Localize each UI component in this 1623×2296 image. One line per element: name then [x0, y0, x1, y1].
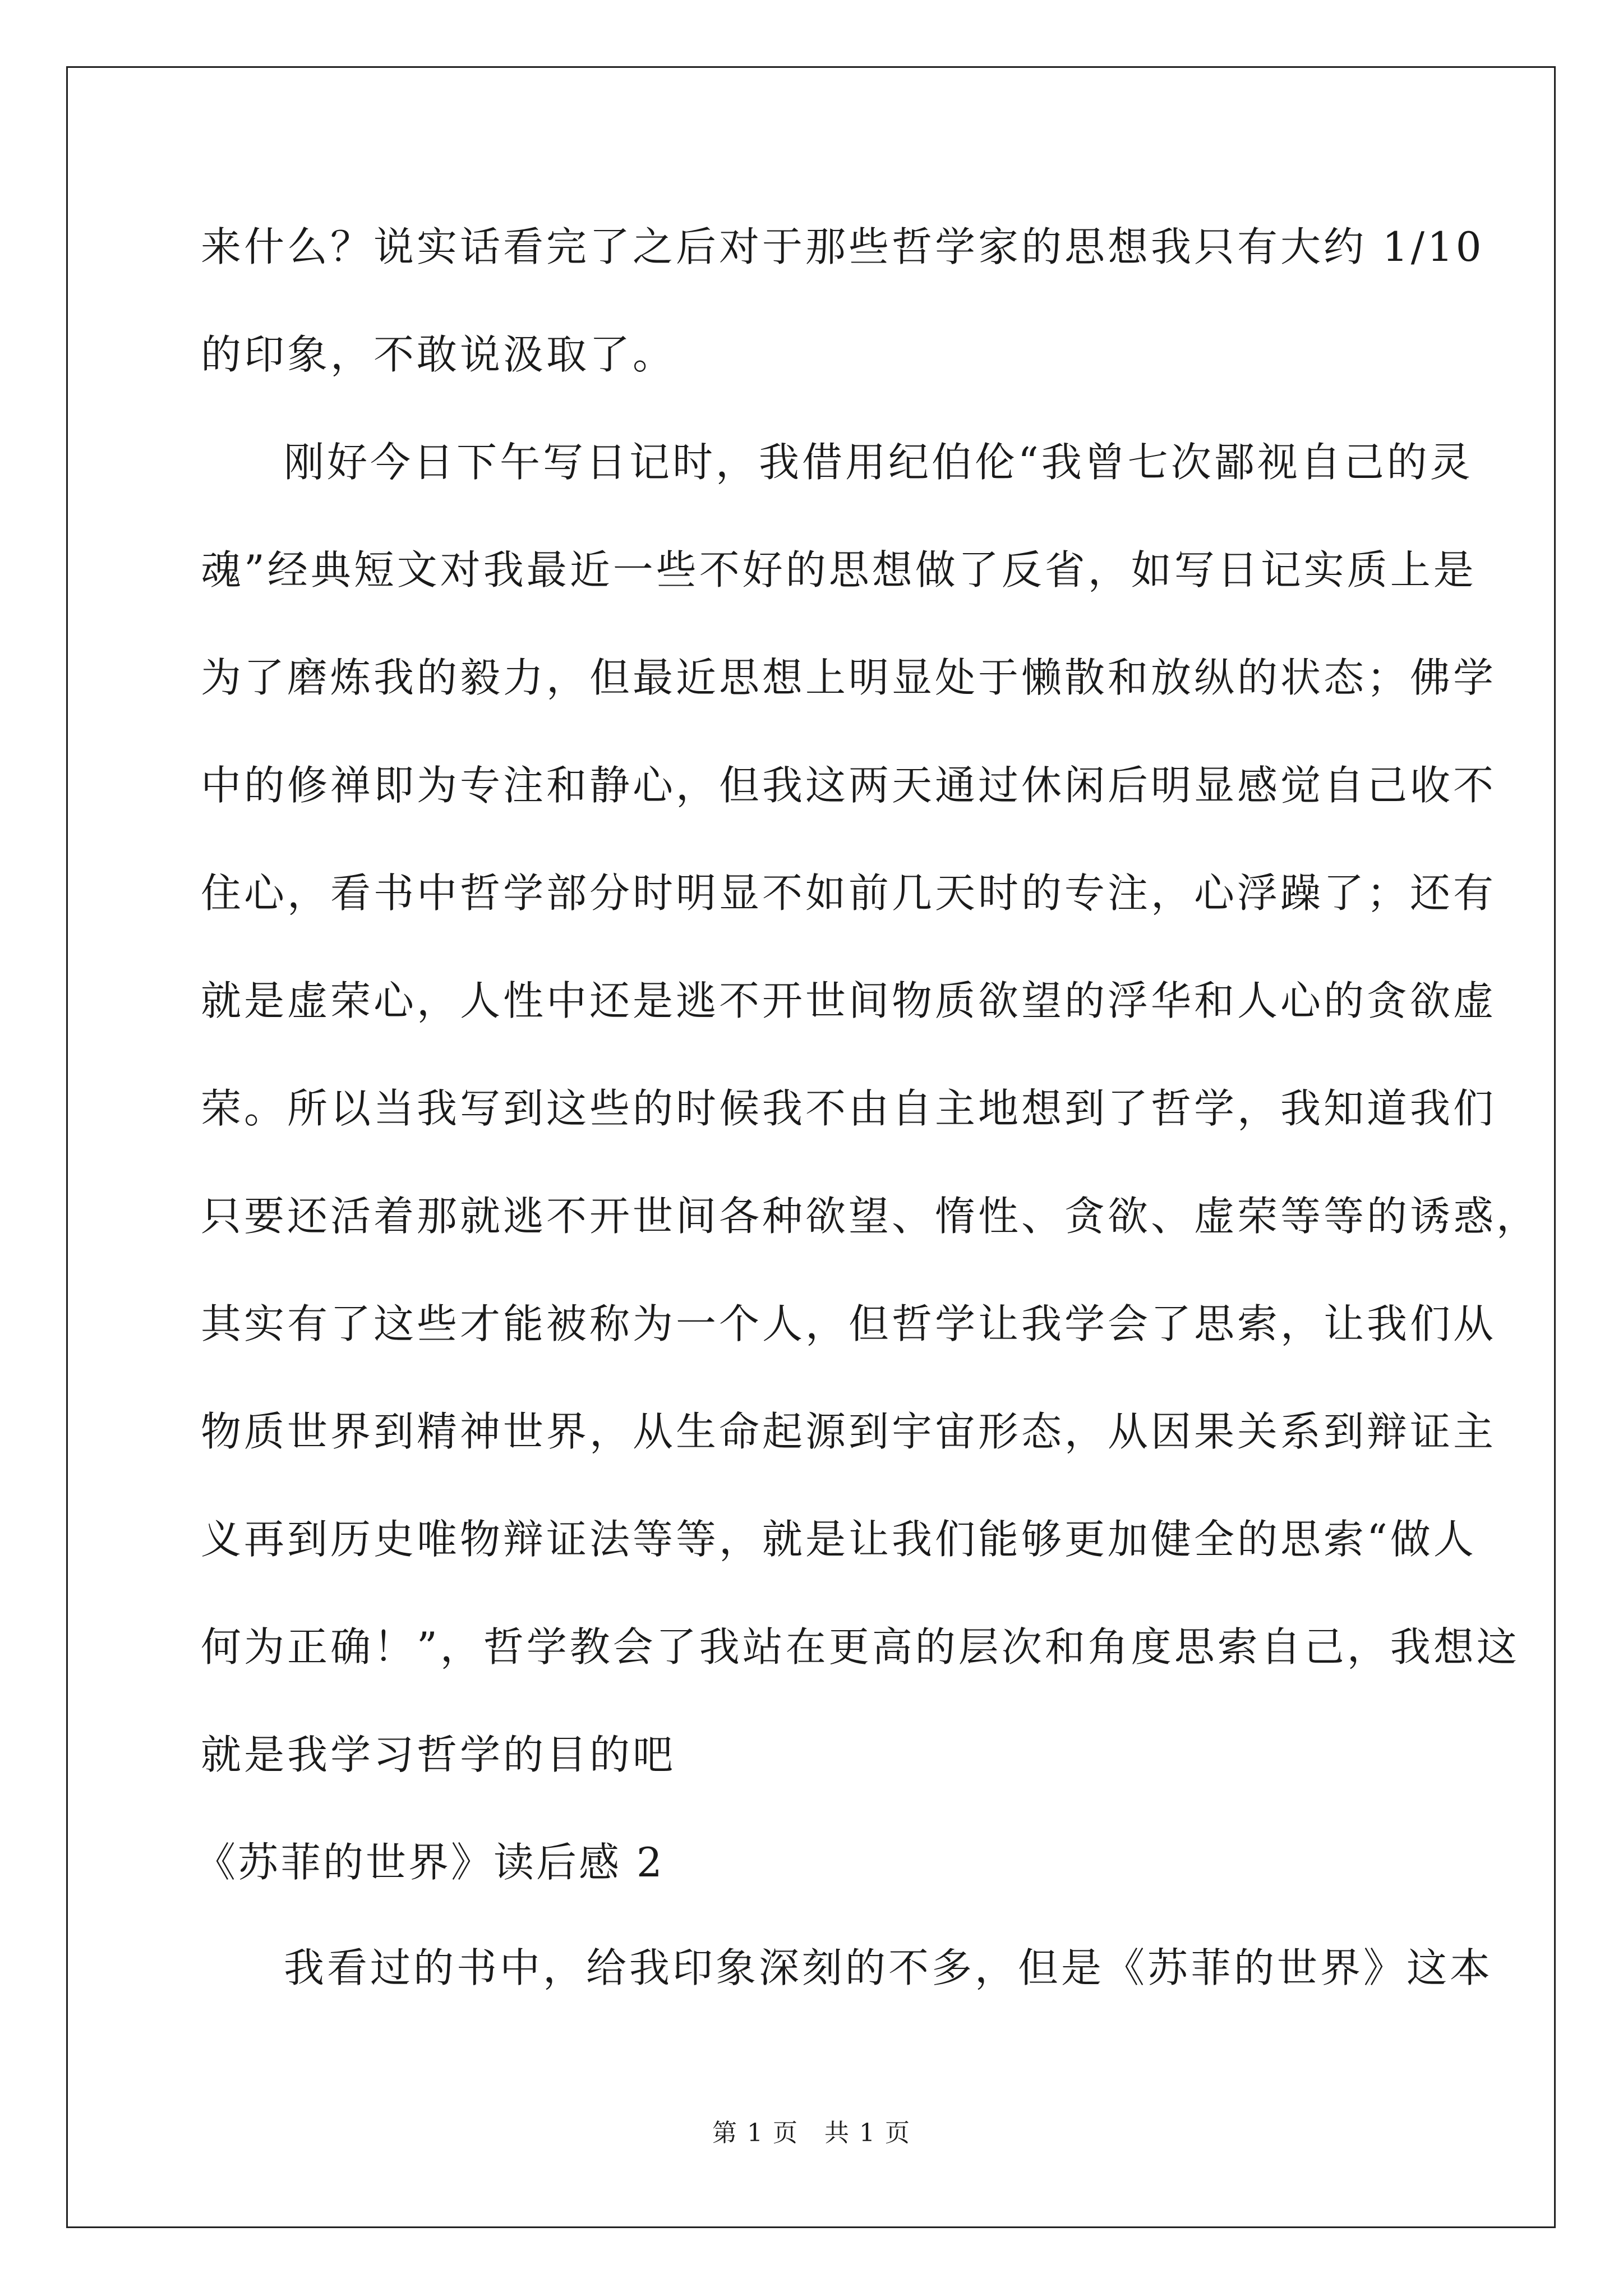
- text-line: 就是虚荣心，人性中还是逃不开世间物质欲望的浮华和人心的贪欲虚: [201, 977, 1497, 1024]
- document-body: [195, 213, 1540, 2042]
- text-line: 荣。所以当我写到这些的时候我不由自主地想到了哲学，我知道我们: [201, 1085, 1497, 1132]
- text-line: 魂”经典短文对我最近一些不好的思想做了反省，如写日记实质上是: [201, 546, 1477, 593]
- page-footer: 第 1 页 共 1 页: [712, 2119, 911, 2147]
- paragraph-start-line: 刚好今日下午写日记时，我借用纪伯伦“我曾七次鄙视自己的灵: [284, 439, 1473, 486]
- text-line: 其实有了这些才能被称为一个人，但哲学让我学会了思索，让我们从: [201, 1300, 1497, 1347]
- text-line: 只要还活着那就逃不开世间各种欲望、惰性、贪欲、虚荣等等的诱惑，: [201, 1193, 1540, 1240]
- text-line: 为了磨炼我的毅力，但最近思想上明显处于懒散和放纵的状态；佛学: [201, 654, 1497, 701]
- text-line: 何为正确！”，哲学教会了我站在更高的层次和角度思索自己，我想这: [201, 1623, 1520, 1671]
- text-line: 来什么？说实话看完了之后对于那些哲学家的思想我只有大约 1/10: [201, 223, 1484, 270]
- text-line: 中的修禅即为专注和静心，但我这两天通过休闲后明显感觉自己收不: [201, 762, 1497, 809]
- paragraph-start-line: 我看过的书中，给我印象深刻的不多，但是《苏菲的世界》这本: [284, 1944, 1493, 1991]
- text-line: 的印象，不敢说汲取了。: [201, 331, 676, 378]
- text-line: 就是我学习哲学的目的吧: [201, 1731, 676, 1778]
- section-heading: 《苏菲的世界》读后感 2: [195, 1839, 665, 1886]
- text-line: 住心，看书中哲学部分时明显不如前几天时的专注，心浮躁了；还有: [201, 869, 1497, 917]
- text-line: 义再到历史唯物辩证法等等，就是让我们能够更加健全的思索“做人: [201, 1516, 1477, 1563]
- text-line: 物质世界到精神世界，从生命起源到宇宙形态，从因果关系到辩证主: [201, 1408, 1497, 1455]
